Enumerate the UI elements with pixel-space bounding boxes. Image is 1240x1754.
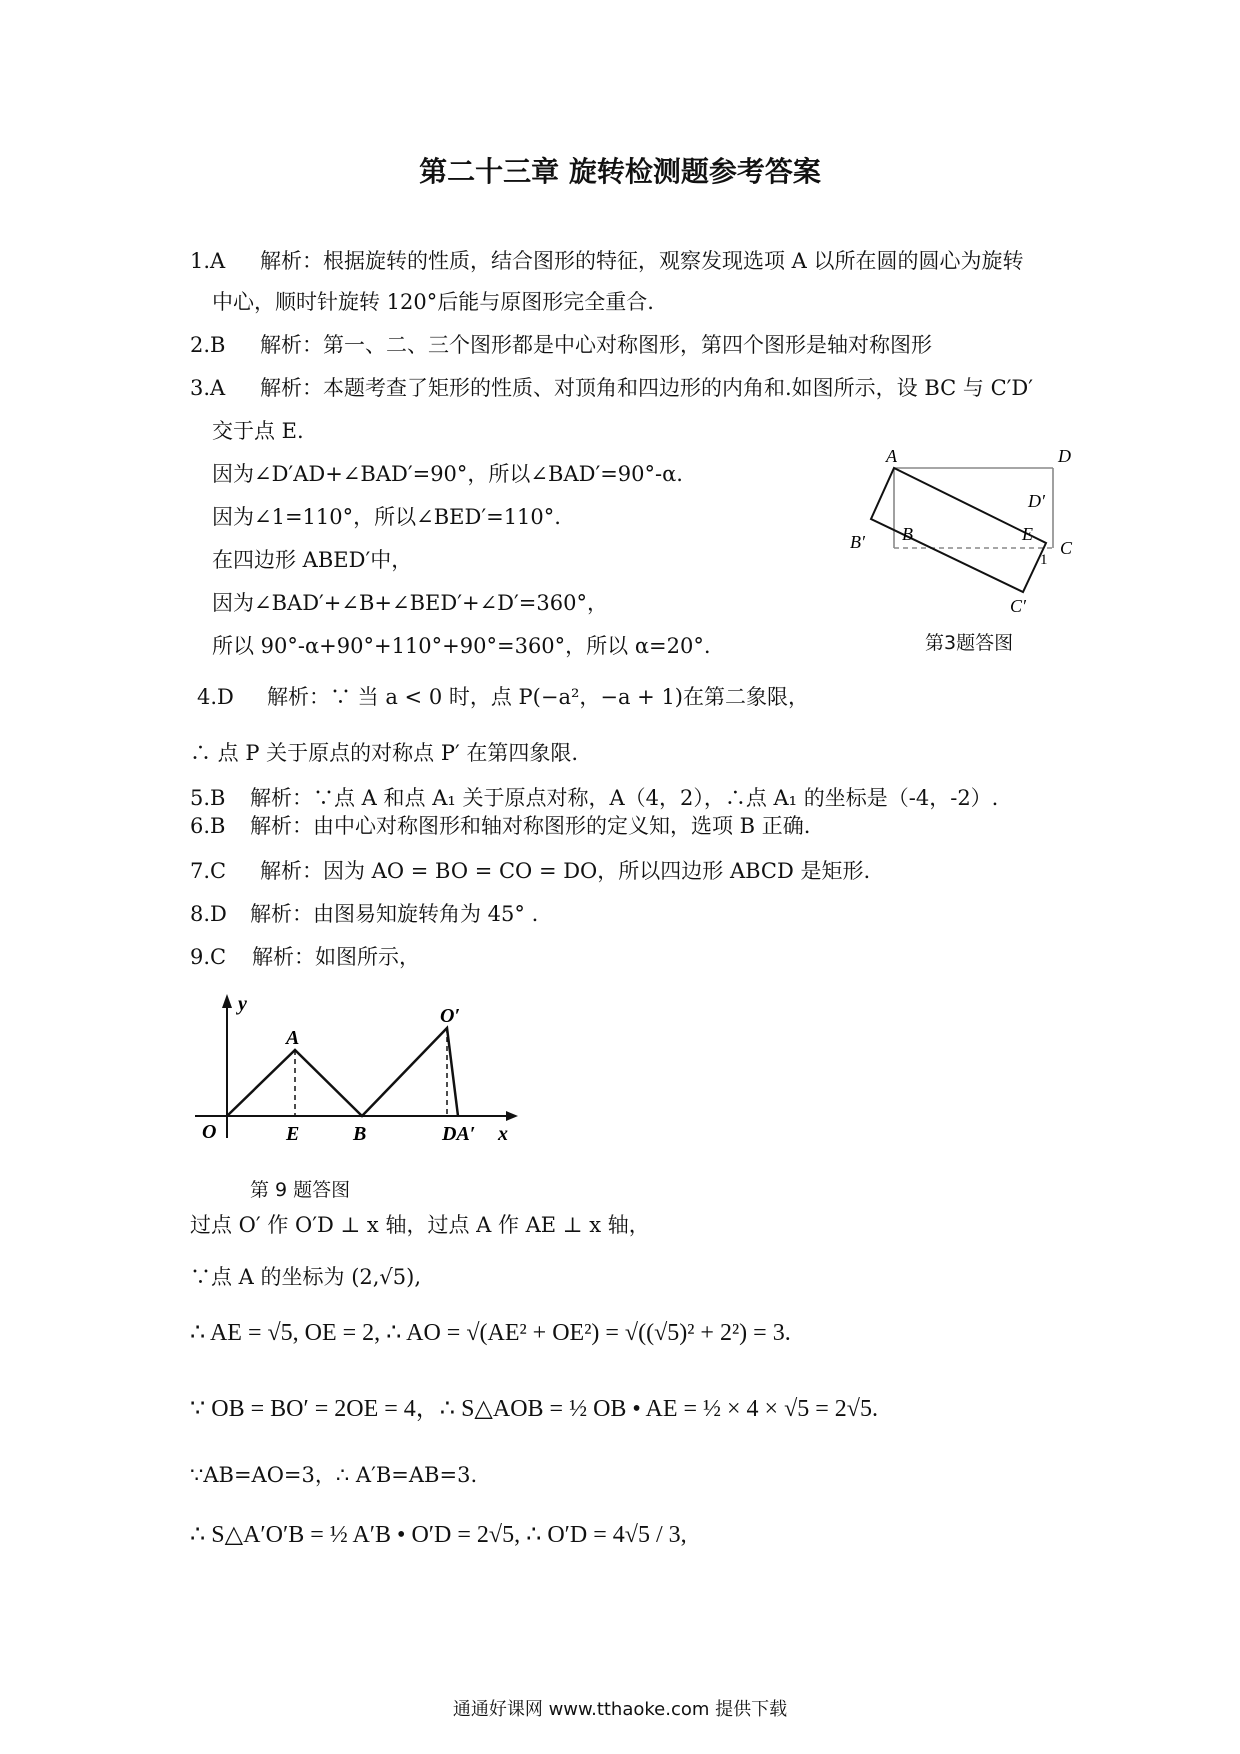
answer-3-step4: 因为∠BAD′+∠B+∠BED′+∠D′=360°， [212,591,608,615]
rotated-rectangle [871,468,1046,592]
answer-3-step1: 因为∠D′AD+∠BAD′=90°，所以∠BAD′=90°-α. [212,462,683,486]
answer-1-line2: 中心，顺时针旋转 120°后能与原图形完全重合. [212,290,654,314]
answer-7 [190,856,870,886]
label-D: D [1058,446,1071,466]
answer-9-step6: ∴ S△A′O′B = ½ A′B • O′D = 2√5, ∴ O′D = 4√5 / 3, [190,1522,687,1548]
answer-1 [190,246,1024,276]
label-C: C [1060,538,1073,558]
answer-number: 6.B [190,814,226,838]
answer-number: 5.B [190,786,226,810]
answer-text: 解析：由图易知旋转角为 45° . [250,902,539,926]
answer-4 [197,682,809,712]
label-x: x [498,1123,508,1145]
footer: 通通好课网 www.tthaoke.com 提供下载 [452,1699,788,1720]
label-DA-prime: DA′ [442,1123,476,1145]
label-A: A [886,446,897,466]
answer-text: 解析：如图所示， [252,945,420,969]
label-B-prime: B′ [850,532,865,552]
answer-5 [190,783,998,813]
answer-9 [190,942,420,972]
answer-number: 9.C [190,945,227,969]
answer-3-line2: 交于点 E. [212,419,304,443]
answer-text: 解析：因为 AO = BO = CO = DO，所以四边形 ABCD 是矩形. [260,859,871,883]
answer-6 [190,811,810,841]
label-O: O [202,1121,217,1143]
answer-text: 解析：第一、二、三个图形都是中心对称图形，第四个图形是轴对称图形 [260,333,932,357]
answer-3-step3: 在四边形 ABED′中， [212,548,413,572]
label-B: B [353,1123,367,1145]
label-D-prime: D′ [1028,491,1045,511]
label-C-prime: C′ [1010,596,1026,616]
answer-3-step5: 所以 90°-α+90°+110°+90°=360°，所以 α=20°. [212,634,711,658]
answer-text: 解析：由中心对称图形和轴对称图形的定义知，选项 B 正确. [250,814,811,838]
answer-text: 解析：根据旋转的性质，结合图形的特征，观察发现选项 A 以所在圆的圆心为旋转 [260,249,1024,273]
answer-text: 解析：∵点 A 和点 A₁ 关于原点对称，A（4，2），∴点 A₁ 的坐标是（-4，-2）. [250,786,999,810]
answer-number: 3.A [190,376,226,400]
answer-3-step2: 因为∠1=110°，所以∠BED′=110°. [212,505,561,529]
answer-number: 2.B [190,333,226,357]
answer-2 [190,330,932,360]
label-E: E [286,1123,300,1145]
zigzag-path [227,1028,458,1116]
answer-3 [190,373,1033,403]
label-angle-1: 1 [1040,552,1048,568]
answer-9-step3: ∴ AE = √5, OE = 2, ∴ AO = √(AE² + OE²) = √((√5)² + 2²) = 3. [190,1320,791,1346]
figure-3-caption: 第3题答图 [925,632,1014,654]
answer-9-step4: ∵ OB = BO′ = 2OE = 4，∴ S△AOB = ½ OB • AE = ½ × 4 × √5 = 2√5. [190,1396,878,1422]
label-A: A [286,1027,300,1049]
answer-8 [190,899,538,929]
figure-3-diagram [850,440,1100,650]
y-axis-arrow [222,994,232,1008]
answer-text: 解析：∵ 当 a < 0 时，点 P(−a²，−a + 1)在第二象限， [267,685,809,709]
answer-9-step1: 过点 O′ 作 O′D ⊥ x 轴，过点 A 作 AE ⊥ x 轴， [190,1213,650,1237]
x-axis-arrow [506,1111,518,1121]
answer-text: 解析：本题考查了矩形的性质、对顶角和四边形的内角和.如图所示，设 BC 与 C′D′ [260,376,1034,400]
label-E: E [1022,524,1033,544]
answer-number: 7.C [190,859,227,883]
answer-number: 4.D [197,685,234,709]
figure-9-diagram [190,988,530,1158]
answer-number: 1.A [190,249,226,273]
answer-4-line2: ∴ 点 P 关于原点的对称点 P′ 在第四象限. [190,741,579,765]
answer-number: 8.D [190,902,227,926]
label-O-prime: O′ [440,1005,461,1027]
answer-9-step5: ∵AB=AO=3，∴ A′B=AB=3. [190,1463,478,1487]
page-title: 第二十三章 旋转检测题参考答案 [419,155,821,188]
label-B: B [902,524,913,544]
label-y: y [238,993,247,1015]
answer-9-step2: ∵点 A 的坐标为 (2,√5), [190,1265,422,1289]
figure-9-caption: 第 9 题答图 [250,1179,351,1201]
